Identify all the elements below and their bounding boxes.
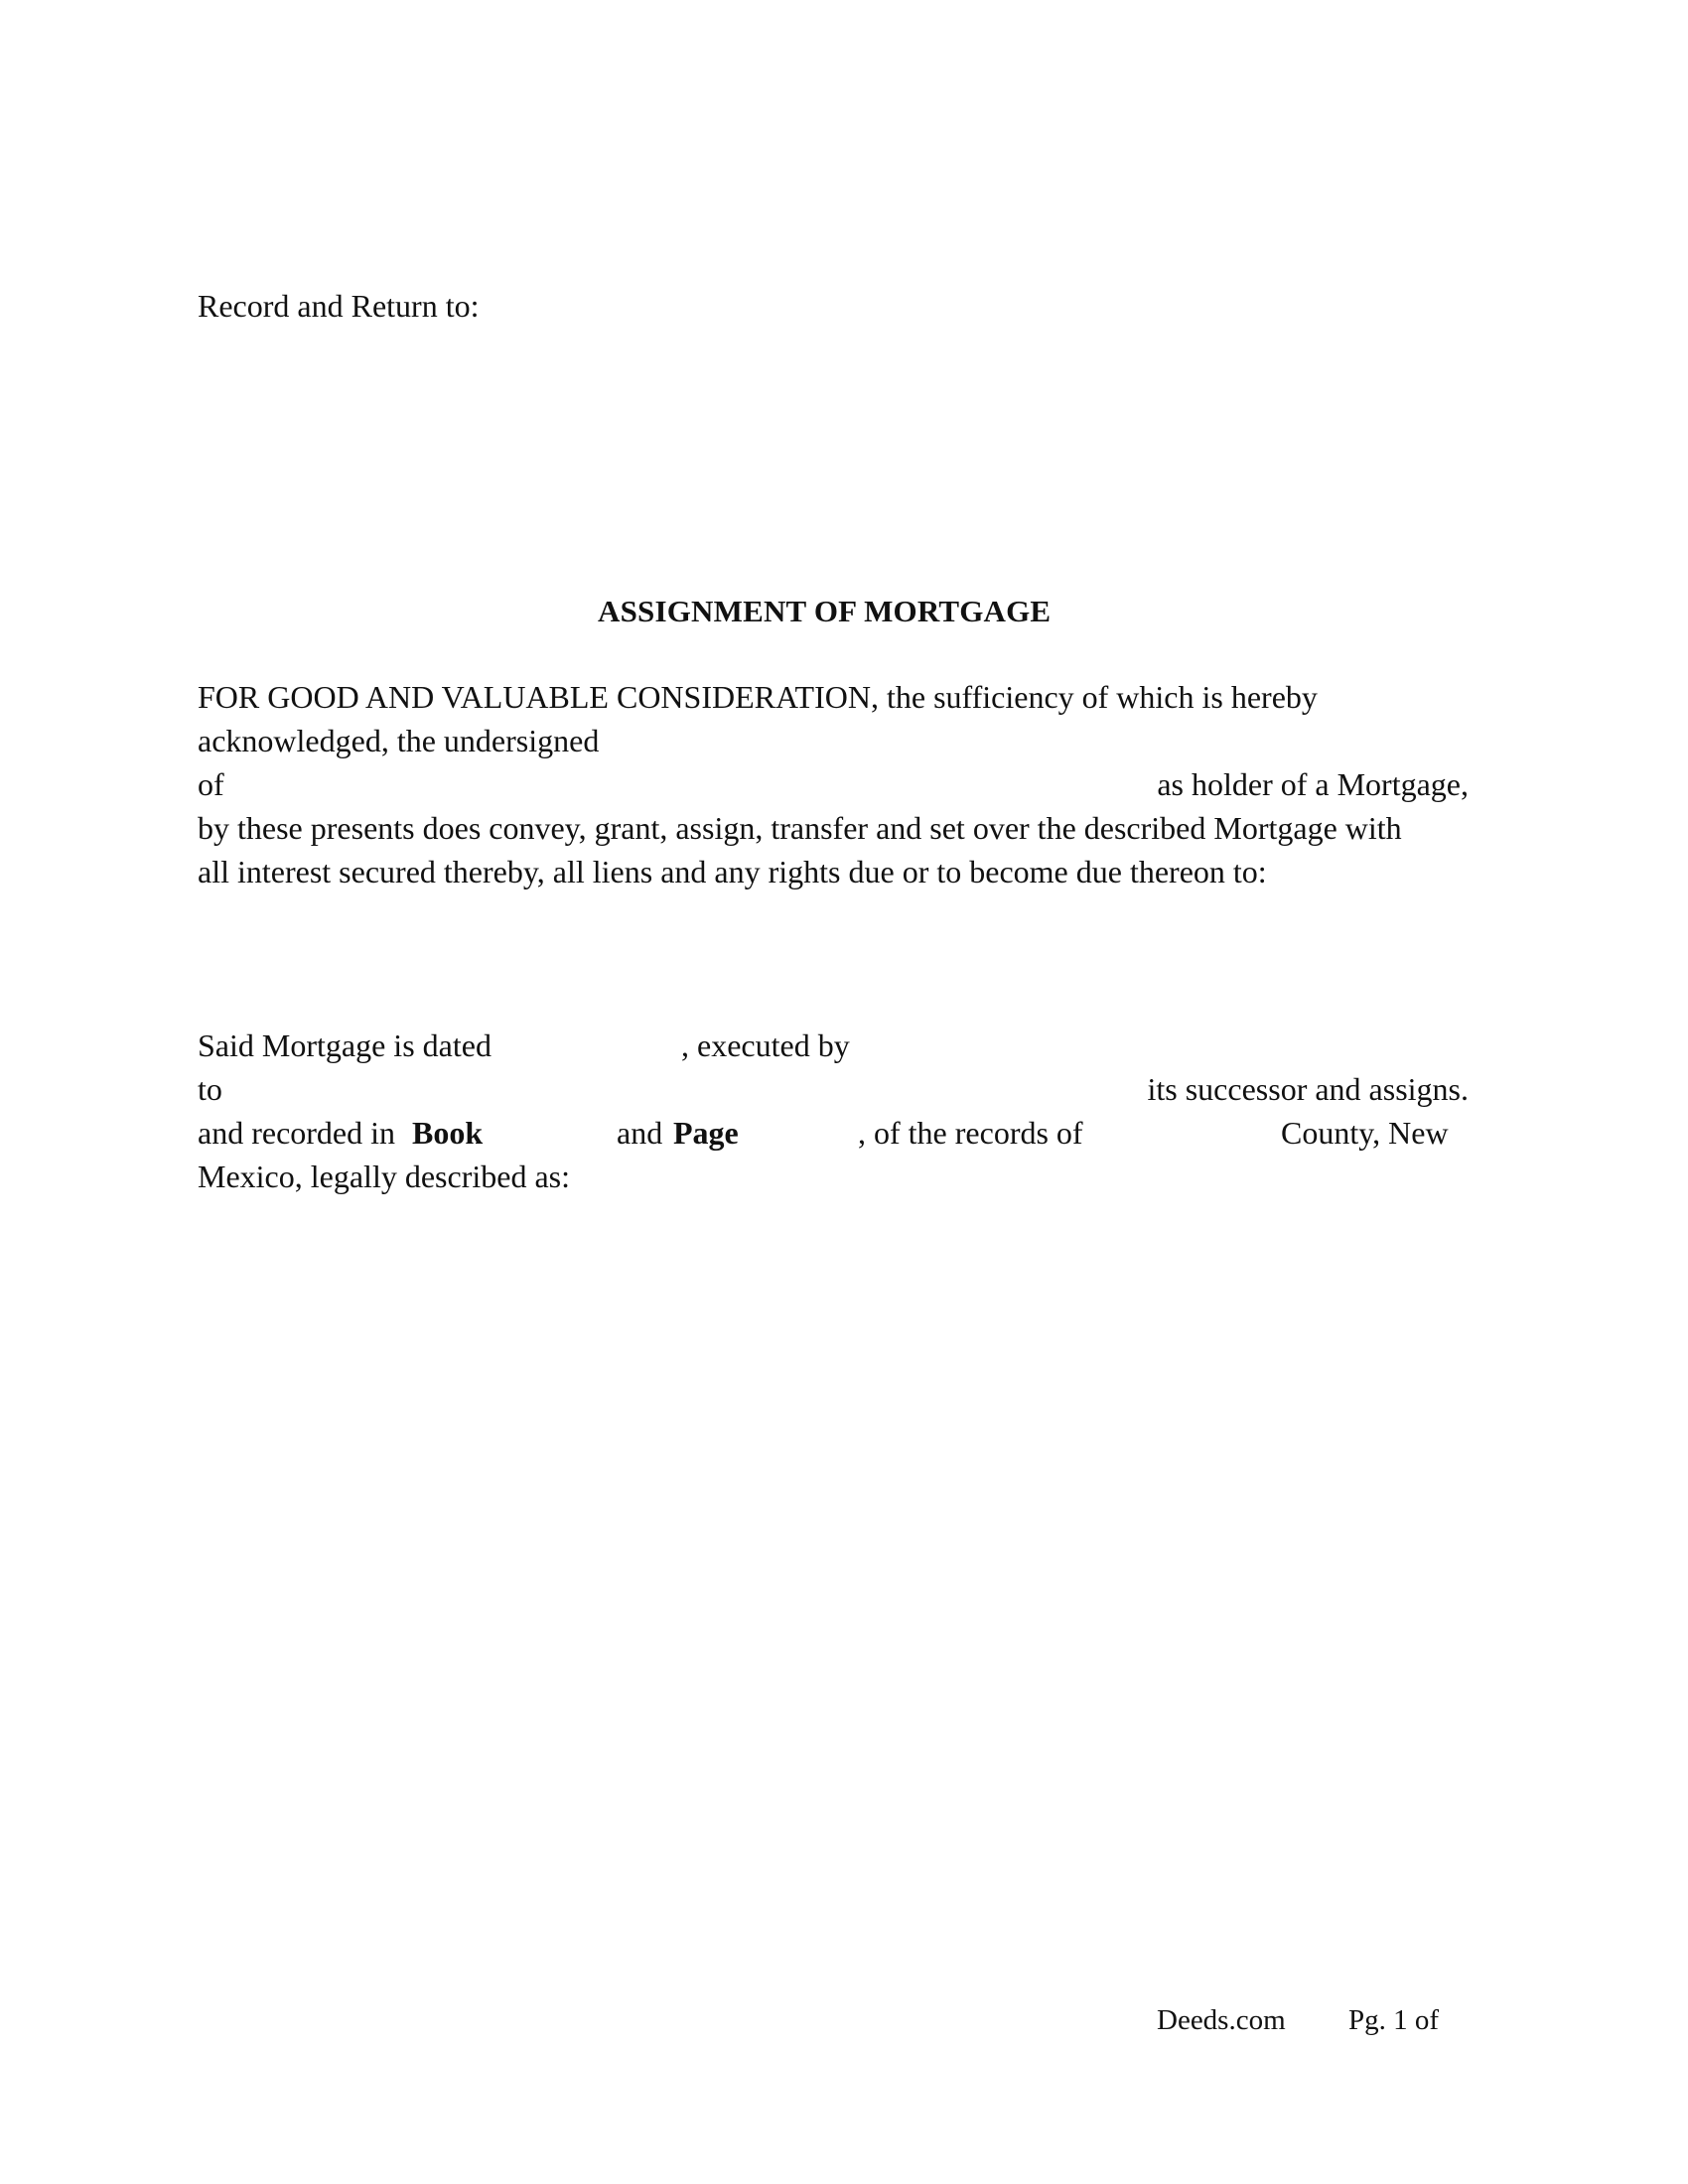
holder-of-mortgage-text: as holder of a Mortgage, bbox=[1157, 766, 1469, 802]
recorded-in-label: and recorded in bbox=[198, 1115, 396, 1151]
legally-described-label: Mexico, legally described as: bbox=[198, 1159, 570, 1194]
footer-site-name: Deeds.com bbox=[1157, 2004, 1286, 2036]
successor-assigns-text: its successor and assigns. bbox=[1147, 1071, 1469, 1107]
county-new-label: County, New bbox=[1281, 1115, 1449, 1151]
record-return-label: Record and Return to: bbox=[198, 288, 480, 324]
of-label: of bbox=[198, 766, 224, 802]
consideration-line-5: all interest secured thereby, all liens and any rights due or to become due thereon to: bbox=[198, 854, 1267, 889]
records-of-label: , of the records of bbox=[858, 1115, 1083, 1151]
consideration-line-1: FOR GOOD AND VALUABLE CONSIDERATION, the sufficiency of which is hereby bbox=[198, 679, 1318, 715]
page-label: Page bbox=[673, 1115, 739, 1151]
to-label: to bbox=[198, 1071, 222, 1107]
mortgage-dated-label: Said Mortgage is dated bbox=[198, 1027, 492, 1063]
consideration-line-4: by these presents does convey, grant, assign, transfer and set over the described Mortgage with bbox=[198, 810, 1402, 846]
book-label: Book bbox=[412, 1115, 484, 1151]
document-title: ASSIGNMENT OF MORTGAGE bbox=[598, 594, 1052, 628]
and-label: and bbox=[617, 1115, 663, 1151]
executed-by-label: , executed by bbox=[681, 1027, 850, 1063]
footer-page-number: Pg. 1 of bbox=[1348, 2004, 1440, 2036]
consideration-line-2: acknowledged, the undersigned bbox=[198, 723, 600, 758]
